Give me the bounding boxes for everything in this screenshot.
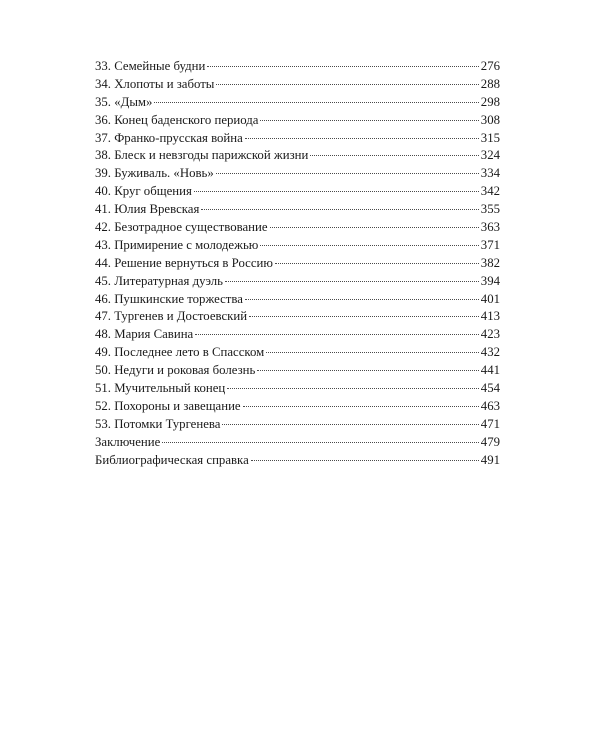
toc-entry-page-number: 276 <box>480 59 500 73</box>
toc-entry-title: 35. «Дым» <box>95 94 153 109</box>
toc-entry <box>95 219 500 237</box>
toc-entry-title: 41. Юлия Вревская <box>95 202 200 217</box>
toc-entry-title: 47. Тургенев и Достоевский <box>95 309 248 324</box>
dot-leader <box>270 227 479 228</box>
dot-leader <box>249 316 479 317</box>
toc-entry-title: 46. Пушкинские торжества <box>95 291 243 306</box>
toc-entry-page-number: 454 <box>480 381 500 396</box>
toc-entry <box>95 308 500 326</box>
toc-entry-page-number: 371 <box>480 237 500 252</box>
dot-leader <box>243 406 479 407</box>
toc-entry-page-number: 479 <box>480 434 500 449</box>
toc-entry-page-number: 491 <box>480 452 500 467</box>
toc-entry-title: 53. Потомки Тургенева <box>95 416 221 431</box>
toc-entry-title: 34. Хлопоты и заботы <box>95 76 215 91</box>
toc-entry <box>95 112 500 130</box>
toc-entry-title: 40. Круг общения <box>95 184 192 199</box>
toc-entry-title: Заключение <box>95 434 161 449</box>
toc-entry-title: Библиографическая справка <box>95 452 249 467</box>
toc-entry <box>95 76 500 94</box>
toc-entry <box>95 291 500 309</box>
toc-entry <box>95 398 500 416</box>
toc-entry-page-number: 334 <box>480 166 500 181</box>
toc-entry <box>95 380 500 398</box>
toc-entry <box>95 147 500 165</box>
dot-leader <box>216 173 479 174</box>
toc-entry-page-number: 432 <box>480 345 500 360</box>
toc-entry-title: 39. Буживаль. «Новь» <box>95 166 214 181</box>
toc-entry-page-number: 463 <box>480 398 500 413</box>
toc-entry <box>95 362 500 380</box>
toc-entry <box>95 344 500 362</box>
toc-entry-title: 38. Блеск и невзгоды парижской жизни <box>95 148 309 163</box>
dot-leader <box>195 334 479 335</box>
toc-entry <box>95 183 500 201</box>
toc-entry-title: 50. Недуги и роковая болезнь <box>95 363 256 378</box>
dot-leader <box>201 209 479 210</box>
toc-entry-page-number: 441 <box>480 363 500 378</box>
dot-leader <box>216 84 479 85</box>
dot-leader <box>207 66 479 67</box>
toc-entry <box>95 326 500 344</box>
toc-entry-title: 49. Последнее лето в Спасском <box>95 345 265 360</box>
toc-entry <box>95 130 500 148</box>
toc-entry-page-number: 298 <box>480 94 500 109</box>
dot-leader <box>266 352 479 353</box>
toc-entry <box>95 452 500 470</box>
toc-entry-page-number: 315 <box>480 130 500 145</box>
dot-leader <box>225 281 479 282</box>
toc-entry <box>95 201 500 219</box>
toc-entry-title: 43. Примирение с молодежью <box>95 237 259 252</box>
toc-entry-title: 51. Мучительный конец <box>95 381 226 396</box>
dot-leader <box>222 424 479 425</box>
toc-entry-page-number: 423 <box>480 327 500 342</box>
toc-entry <box>95 237 500 255</box>
table-of-contents <box>95 58 500 469</box>
toc-entry-title: 48. Мария Савина <box>95 327 194 342</box>
toc-entry <box>95 58 500 76</box>
toc-entry <box>95 416 500 434</box>
dot-leader <box>194 191 479 192</box>
dot-leader <box>245 138 479 139</box>
toc-entry <box>95 165 500 183</box>
toc-entry-page-number: 413 <box>480 309 500 324</box>
dot-leader <box>162 442 479 443</box>
toc-entry <box>95 94 500 112</box>
dot-leader <box>227 388 479 389</box>
toc-entry-title: 44. Решение вернуться в Россию <box>95 255 273 270</box>
toc-entry-title: 45. Литературная дуэль <box>95 273 223 288</box>
dot-leader <box>245 299 479 300</box>
toc-entry <box>95 434 500 452</box>
dot-leader <box>260 245 479 246</box>
dot-leader <box>260 120 479 121</box>
toc-entry-title: 36. Конец баденского периода <box>95 112 259 127</box>
dot-leader <box>275 263 479 264</box>
toc-entry-page-number: 382 <box>480 255 500 270</box>
toc-entry <box>95 255 500 273</box>
toc-entry-title: 33. Семейные будни <box>95 59 206 73</box>
toc-entry-page-number: 308 <box>480 112 500 127</box>
toc-entry-page-number: 355 <box>480 202 500 217</box>
dot-leader <box>251 460 479 461</box>
dot-leader <box>310 155 479 156</box>
toc-entry-page-number: 394 <box>480 273 500 288</box>
dot-leader <box>257 370 479 371</box>
toc-entry <box>95 273 500 291</box>
toc-entry-page-number: 324 <box>480 148 500 163</box>
toc-entry-page-number: 401 <box>480 291 500 306</box>
toc-entry-page-number: 363 <box>480 220 500 235</box>
toc-entry-page-number: 471 <box>480 416 500 431</box>
dot-leader <box>154 102 479 103</box>
toc-entry-title: 42. Безотрадное существование <box>95 220 268 235</box>
toc-entry-title: 37. Франко-прусская война <box>95 130 243 145</box>
toc-entry-page-number: 288 <box>480 76 500 91</box>
toc-entry-page-number: 342 <box>480 184 500 199</box>
toc-entry-title: 52. Похороны и завещание <box>95 398 241 413</box>
